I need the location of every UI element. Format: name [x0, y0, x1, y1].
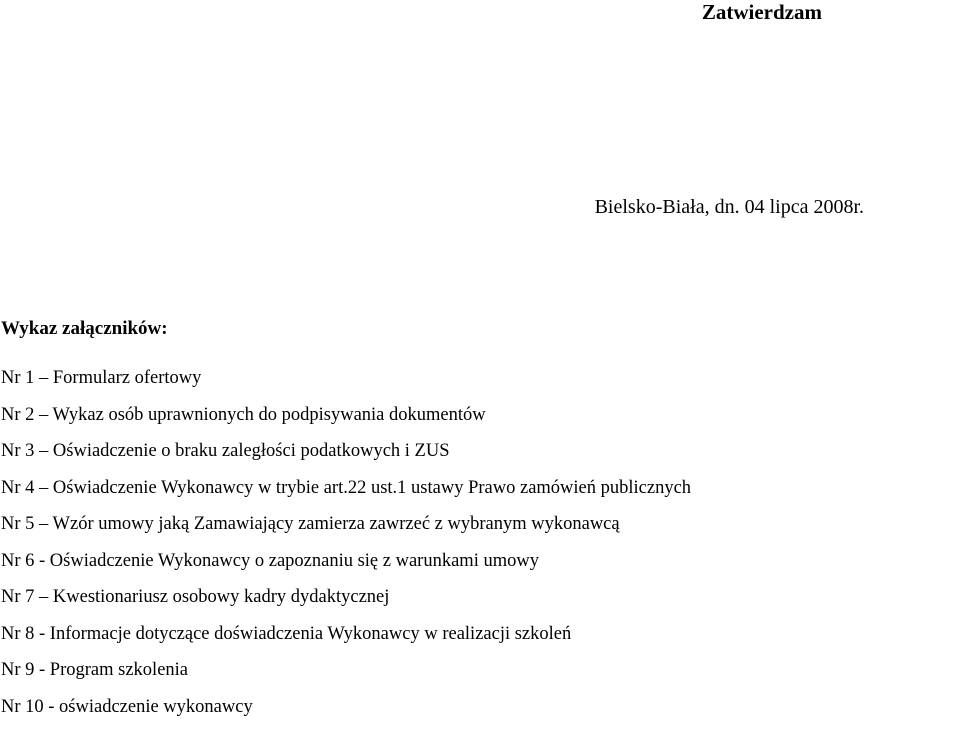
attachment-item-7: Nr 7 – Kwestionariusz osobowy kadry dydaktycznej	[1, 586, 691, 623]
place-date: Bielsko-Biała, dn. 04 lipca 2008r.	[595, 195, 864, 219]
attachment-item-5: Nr 5 – Wzór umowy jaką Zamawiający zamierza zawrzeć z wybranym wykonawcą	[1, 513, 691, 550]
attachment-item-2: Nr 2 – Wykaz osób uprawnionych do podpisywania dokumentów	[1, 404, 691, 441]
attachment-item-4: Nr 4 – Oświadczenie Wykonawcy w trybie art.22 ust.1 ustawy Prawo zamówień publicznych	[1, 477, 691, 514]
approval-heading: Zatwierdzam	[702, 0, 822, 24]
attachment-item-9: Nr 9 - Program szkolenia	[1, 659, 691, 696]
attachment-item-1: Nr 1 – Formularz ofertowy	[1, 367, 691, 404]
attachment-item-6: Nr 6 - Oświadczenie Wykonawcy o zapoznaniu się z warunkami umowy	[1, 550, 691, 587]
attachment-item-3: Nr 3 – Oświadczenie o braku zaległości podatkowych i ZUS	[1, 440, 691, 477]
attachments-list	[1, 367, 691, 732]
attachment-item-10: Nr 10 - oświadczenie wykonawcy	[1, 696, 691, 732]
attachment-item-8: Nr 8 - Informacje dotyczące doświadczenia Wykonawcy w realizacji szkoleń	[1, 623, 691, 660]
attachments-heading: Wykaz załączników:	[1, 318, 168, 340]
